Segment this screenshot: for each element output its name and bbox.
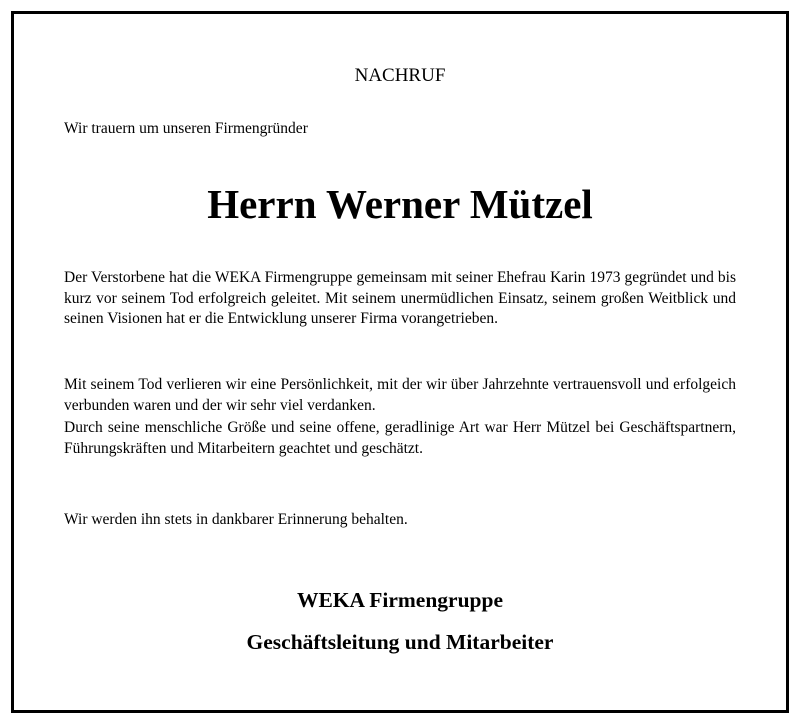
deceased-name: Herrn Werner Mützel [207,181,593,227]
paragraph-loss [64,375,736,416]
signature-group: Geschäftsleitung und Mitarbeiter [246,630,554,654]
notice-heading: NACHRUF [354,65,446,86]
paragraph-character-text: Durch seine menschliche Größe und seine offene, geradlinige Art war Herr Mützel bei Geschäftspartnern, Führungskräften und Mitarbeitern geachtet und geschätzt. [64,419,736,457]
paragraph-character [64,418,736,459]
signature-company: WEKA Firmengruppe [296,588,504,612]
intro-text: Wir trauern um unseren Firmengründer [64,120,308,137]
paragraph-founding-text: Der Verstorbene hat die WEKA Firmengruppe gemeinsam mit seiner Ehefrau Karin 1973 gegründet und bis kurz vor seinem Tod erfolgreich geleitet. Mit seinem unermüdlichen Einsatz, seinem großen Weitblick und seinen Visionen hat er die Entwicklung unserer Firma vorangetrieben. [64,269,736,328]
closing-text: Wir werden ihn stets in dankbarer Erinnerung behalten. [64,511,408,528]
paragraph-loss-text: Mit seinem Tod verlieren wir eine Persönlichkeit, mit der wir über Jahrzehnte vertrauensvoll und erfolgeich verbunden waren und der wir sehr viel verdanken. [64,376,736,414]
paragraph-founding [64,268,736,330]
